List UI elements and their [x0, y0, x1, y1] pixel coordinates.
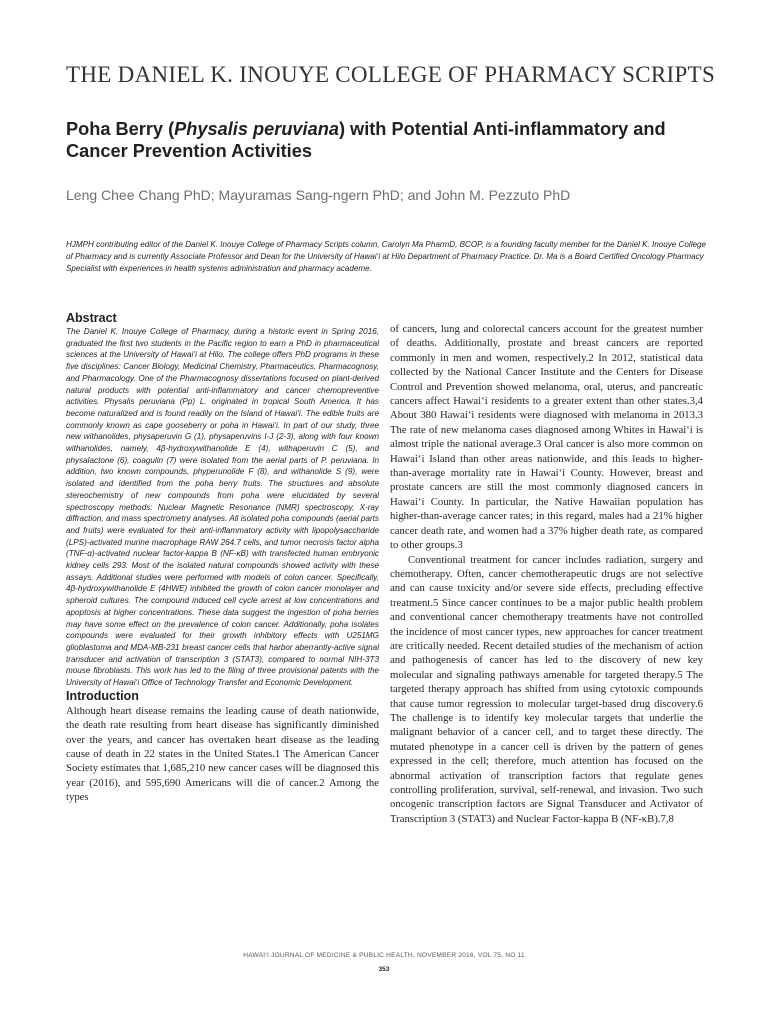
abstract-heading: Abstract [66, 311, 117, 325]
authors: Leng Chee Chang PhD; Mayuramas Sang-ngern PhD; and John M. Pezzuto PhD [66, 187, 571, 203]
introduction-paragraph-1-continued: of cancers, lung and colorectal cancers account for the greatest number of deaths. Additionally, prostate and breast cancers are reported commonly in men and women, respectively.2 In 2012, statistical data collected by the National Cancer Institute and the Centers for Disease Control and Prevention showed melanoma, oral, uterus, and pancreatic cancers affect Hawai‘i residents to a greater extent than other states.3,4 About 380 Hawai‘i residents were diagnosed with melanoma in 2013.3 The rate of new melanoma cases diagnosed among Whites in Hawai‘i is almost triple the national average.3 Oral cancer is also more common on Hawai‘i Island than other areas nationwide, and this leads to higher-than-average mortality rate in Hawai‘i County. However, breast and prostate cancers are still the most commonly diagnosed cancers in Hawai‘i County. In particular, the Native Hawaiian population has higher-than-average cancer rates; in this regard, males had a 21% higher cancer death rate, and women had a 37% higher death rate, as compared to other groups.3 [390, 323, 703, 552]
left-column [66, 311, 379, 805]
editor-note: HJMPH contributing editor of the Daniel K. Inouye College of Pharmacy Scripts column, Carolyn Ma PharmD, BCOP, is a founding faculty member for the Daniel K. Inouye College of Pharmacy and is currently Associate Professor and Dean for the University of Hawai‘i at Hilo Department of Pharmacy Practice. Dr. Ma is a Board Certified Oncology Pharmacy Specialist with experiences in health systems administration and pharmacy academe. [66, 240, 707, 274]
introduction-paragraph-2: Conventional treatment for cancer includes radiation, surgery and chemotherapy. Often, cancer chemotherapeutic drugs are not selective and can cause toxicity and/or severe side effects, precluding effective treatment.5 Since cancer continues to be a major public health problem and conventional cancer chemotherapy treatments have not controlled the incidence of most cancer types, new approaches for cancer treatment are critically needed. Recent detailed studies of the mechanism of action and pathogenesis of cancer has led to the discovery of new key molecular and signaling pathways amenable for targeted therapy.5 The targeted therapy approach has shifted from using cytotoxic compounds that cause tumor regression to molecular target-based drug discovery.6 The challenge is to identify key molecular targets that underlie the malignant behavior of a cancer cell, and to target these directly. The mutated phenotype in a cancer cell is driven by the pattern of genes expressed in the cell; therefore, much attention has focused on the abnormal activation of transcription factors that regulate genes controlling proliferation, survival, self-renewal, and invasion. Two such oncogenic transcription factors are Signal Transducer and Activator of Transcription 3 (STAT3) and Nuclear Factor-kappa B (NF-κB).7,8 [390, 553, 703, 825]
abstract-text: The Daniel K. Inouye College of Pharmacy, during a historic event in Spring 2016, graduated the first two students in the Pacific region to earn a PhD in pharmaceutical sciences at the University of Hawai‘i at Hilo. The college offers PhD programs in these five disciplines: Cancer Biology, Medicinal Chemistry, Pharmaceutics, Pharmacognosy, and Pharmacology. One of the Pharmacognosy dissertations focused on plant-derived natural products with potential anti-inflammatory and cancer chemopreventive activities. Physalis peruviana (Pp) L. originated in tropical South America. It has become naturalized and is found readily on the Island of Hawai‘i. The edible fruits are commonly known as cape gooseberry or poha in Hawai‘i. In part of our study, three new withanolides, physaperuvin G (1), physaperuvins I-J (2-3), along with four known withanolides, namely, 4β-hydroxywithanolide E (4), withaperuvin C (5), and physalactone (6), coagulin (7) were isolated from the aerial parts of P. peruviana. In addition, two known compounds, phyperunolide F (8), and withanolide S (9), were isolated and identified from the poha berry fruits. The structures and absolute stereochemistry of new compounds from poha were elucidated by several spectroscopy methods: Nuclear Magnetic Resonance (NMR) spectroscopy, X-ray diffraction, and mass spectrometry analyses. All isolated poha compounds (aerial parts and fruits) were evaluated for their anti-inflammatory activity with lipopolysaccharide (LPS)-activated murine macrophage RAW 264.7 cells, and tumor necrosis factor alpha (TNF-α)-activated nuclear factor-kappa B (NF-κB) with transfected human embryonic kidney cells 293. Most of the isolated natural compounds showed activity with these assays. Additional studies were performed with models of colon cancer. Specifically, 4β-hydroxywithanolide E (4HWE) inhibited the growth of colon cancer monolayer and spheroid cultures. The compound induced cell cycle arrest at low concentrations and apoptosis at higher concentrations. These data suggest the ingestion of poha berries may have some effect on the prevalence of colon cancer. Additionally, poha isolates compounds were evaluated for their growth inhibitory effects with U251MG glioblastoma and MDA-MB-231 breast cancer cells that harbor aberrantly-active signal transducer and activation of transcription 3 (STAT3), compared to normal NIH-3T3 mouse fibroblasts. This work has led to the filing of three provisional patents with the University of Hawai‘i Office of Technology Transfer and Economic Development. [66, 327, 379, 688]
column-header: THE DANIEL K. INOUYE COLLEGE OF PHARMACY SCRIPTS [66, 62, 716, 87]
article-title [66, 118, 726, 162]
journal-footer: HAWAI‘I JOURNAL OF MEDICINE & PUBLIC HEALTH, NOVEMBER 2016, VOL 75, NO 11 [243, 952, 525, 959]
title-part-2: ) with Potential Anti-inflammatory and Cancer Prevention Activities [66, 119, 666, 161]
page-number: 353 [378, 966, 390, 973]
introduction-paragraph-1: Although heart disease remains the leading cause of death nationwide, the death rate resulting from heart disease has significantly diminished over the years, and cancer has overtaken heart disease as the leading cause of death in 22 states in the United States.1 The American Cancer Society estimates that 1,685,210 new cancer cases will be diagnosed this year (2016), and 595,690 Americans will die of cancer.2 Among the types [66, 704, 379, 804]
title-species-name: Physalis peruviana [174, 119, 339, 139]
title-part-1: Poha Berry ( [66, 119, 175, 139]
right-column [390, 322, 703, 826]
introduction-heading: Introduction [66, 688, 139, 703]
